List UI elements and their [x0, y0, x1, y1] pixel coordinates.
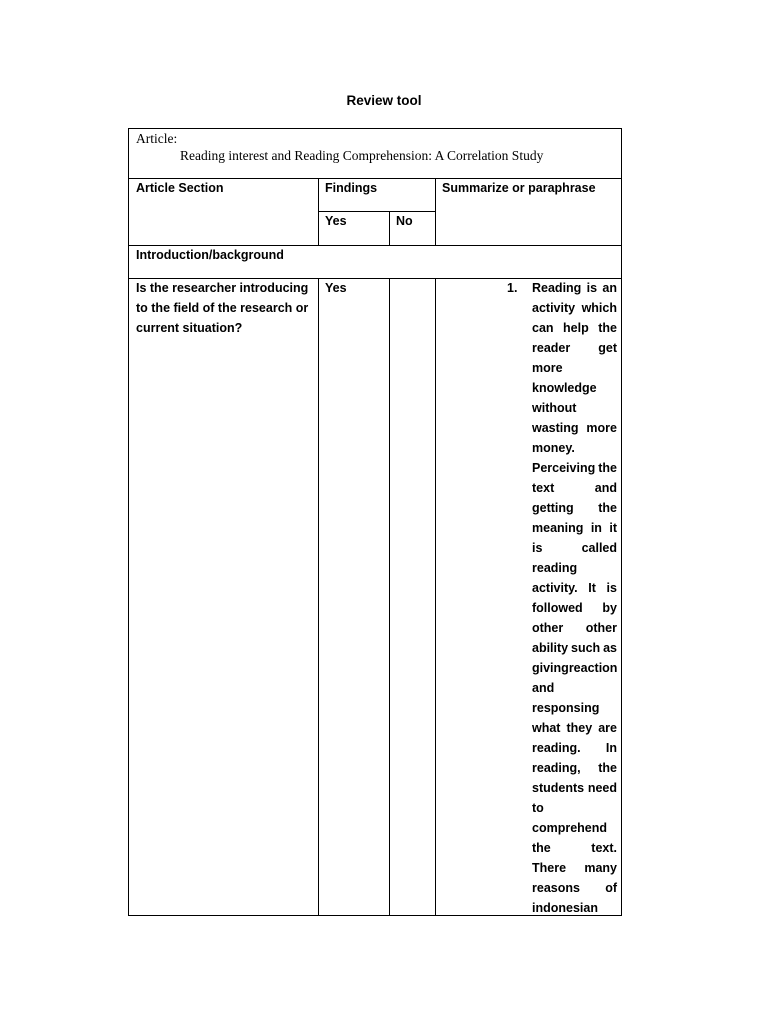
summary-line — [532, 778, 617, 798]
summary-word: There — [532, 861, 567, 875]
summary-word: and — [594, 481, 617, 495]
summary-word: they — [566, 721, 593, 735]
summary-line — [532, 598, 617, 618]
finding-yes-value: Yes — [325, 281, 347, 295]
summary-line — [532, 758, 617, 778]
summary-line — [532, 418, 617, 438]
header-summary: Summarize or paraphrase — [442, 181, 596, 195]
question-line: current situation? — [136, 321, 243, 335]
summary-word: other — [532, 621, 564, 635]
summary-word: Reading — [532, 281, 582, 295]
summary-word: the — [598, 461, 617, 475]
column-divider — [318, 278, 319, 915]
summary-word: Perceiving — [532, 461, 596, 475]
review-table — [128, 128, 622, 916]
column-divider — [318, 178, 319, 245]
summary-word: get — [598, 341, 617, 355]
summary-word: to — [532, 801, 544, 815]
summary-word: can — [532, 321, 554, 335]
summary-line — [532, 638, 617, 658]
summary-line — [532, 358, 617, 378]
summary-line — [532, 818, 617, 838]
header-article-section: Article Section — [136, 181, 224, 195]
summary-word: help — [563, 321, 589, 335]
summary-word: an — [602, 281, 617, 295]
column-divider — [435, 178, 436, 245]
summary-word: the — [598, 761, 617, 775]
summary-word: ability — [532, 641, 569, 655]
header-findings: Findings — [325, 181, 378, 195]
summary-word: reading. — [532, 741, 581, 755]
summary-word: reading, — [532, 761, 581, 775]
summary-line — [532, 798, 617, 818]
summary-word: reaction — [568, 661, 618, 675]
summary-line — [532, 298, 617, 318]
summary-word: such — [571, 641, 601, 655]
summary-line — [532, 658, 617, 678]
summary-line — [532, 898, 617, 918]
summary-word: meaning — [532, 521, 584, 535]
summary-word: the — [598, 321, 617, 335]
summary-word: as — [603, 641, 617, 655]
summary-word: money. — [532, 441, 575, 455]
summary-word: need — [587, 781, 617, 795]
summary-word: is — [586, 281, 598, 295]
summary-line — [532, 478, 617, 498]
summary-word: indonesian — [532, 901, 598, 915]
summary-line — [532, 398, 617, 418]
summary-word: of — [605, 881, 617, 895]
summary-word: activity. — [532, 581, 578, 595]
question-line: to the field of the research or — [136, 301, 309, 315]
summary-word: reading — [532, 561, 578, 575]
summary-word: students — [532, 781, 585, 795]
summary-word: reader — [532, 341, 571, 355]
summary-paragraph — [532, 278, 617, 918]
summary-word: is — [606, 581, 617, 595]
summary-word: giving — [532, 661, 569, 675]
summary-line — [532, 738, 617, 758]
column-divider — [389, 278, 390, 915]
summary-word: are — [598, 721, 617, 735]
summary-word: In — [605, 741, 617, 755]
summary-line — [532, 538, 617, 558]
summary-word: more — [586, 421, 617, 435]
column-divider — [435, 278, 436, 915]
summary-word: more — [532, 361, 563, 375]
summary-word: by — [602, 601, 617, 615]
summary-word: comprehend — [532, 821, 608, 835]
document-title: Review tool — [346, 93, 422, 108]
header-yes: Yes — [325, 214, 347, 228]
summary-line — [532, 318, 617, 338]
summary-line — [532, 578, 617, 598]
summary-word: the — [532, 841, 551, 855]
summary-line — [532, 338, 617, 358]
summary-word: what — [532, 721, 561, 735]
summary-line — [532, 378, 617, 398]
summary-line — [532, 618, 617, 638]
summary-word: and — [532, 681, 555, 695]
summary-line — [532, 678, 617, 698]
summary-line — [532, 518, 617, 538]
summary-word: getting — [532, 501, 574, 515]
summary-line — [532, 718, 617, 738]
summary-word: reasons — [532, 881, 580, 895]
summary-word: many — [584, 861, 617, 875]
summary-line — [532, 698, 617, 718]
summary-word: other — [585, 621, 617, 635]
summary-line — [532, 498, 617, 518]
summary-list-number: 1. — [507, 281, 518, 295]
summary-line — [532, 278, 617, 298]
summary-line — [532, 858, 617, 878]
header-no: No — [396, 214, 413, 228]
summary-word: in — [590, 521, 602, 535]
summary-line — [532, 438, 617, 458]
summary-line — [532, 458, 617, 478]
summary-word: followed — [532, 601, 583, 615]
summary-word: text. — [591, 841, 617, 855]
summary-line — [532, 558, 617, 578]
column-divider — [389, 211, 390, 245]
section-heading: Introduction/background — [136, 248, 284, 262]
article-label: Article: — [136, 131, 178, 146]
summary-word: it — [609, 521, 617, 535]
summary-word: responsing — [532, 701, 600, 715]
summary-word: It — [588, 581, 596, 595]
summary-word: text — [532, 481, 555, 495]
article-title: Reading interest and Reading Comprehension: A Correlation Study — [180, 148, 544, 163]
summary-word: knowledge — [532, 381, 597, 395]
summary-word: is — [532, 541, 543, 555]
summary-word: the — [598, 501, 617, 515]
summary-line — [532, 878, 617, 898]
summary-word: which — [581, 301, 617, 315]
summary-word: without — [532, 401, 577, 415]
summary-word: called — [581, 541, 617, 555]
question-line: Is the researcher introducing — [136, 281, 309, 295]
summary-word: wasting — [532, 421, 579, 435]
summary-line — [532, 838, 617, 858]
summary-word: activity — [532, 301, 576, 315]
